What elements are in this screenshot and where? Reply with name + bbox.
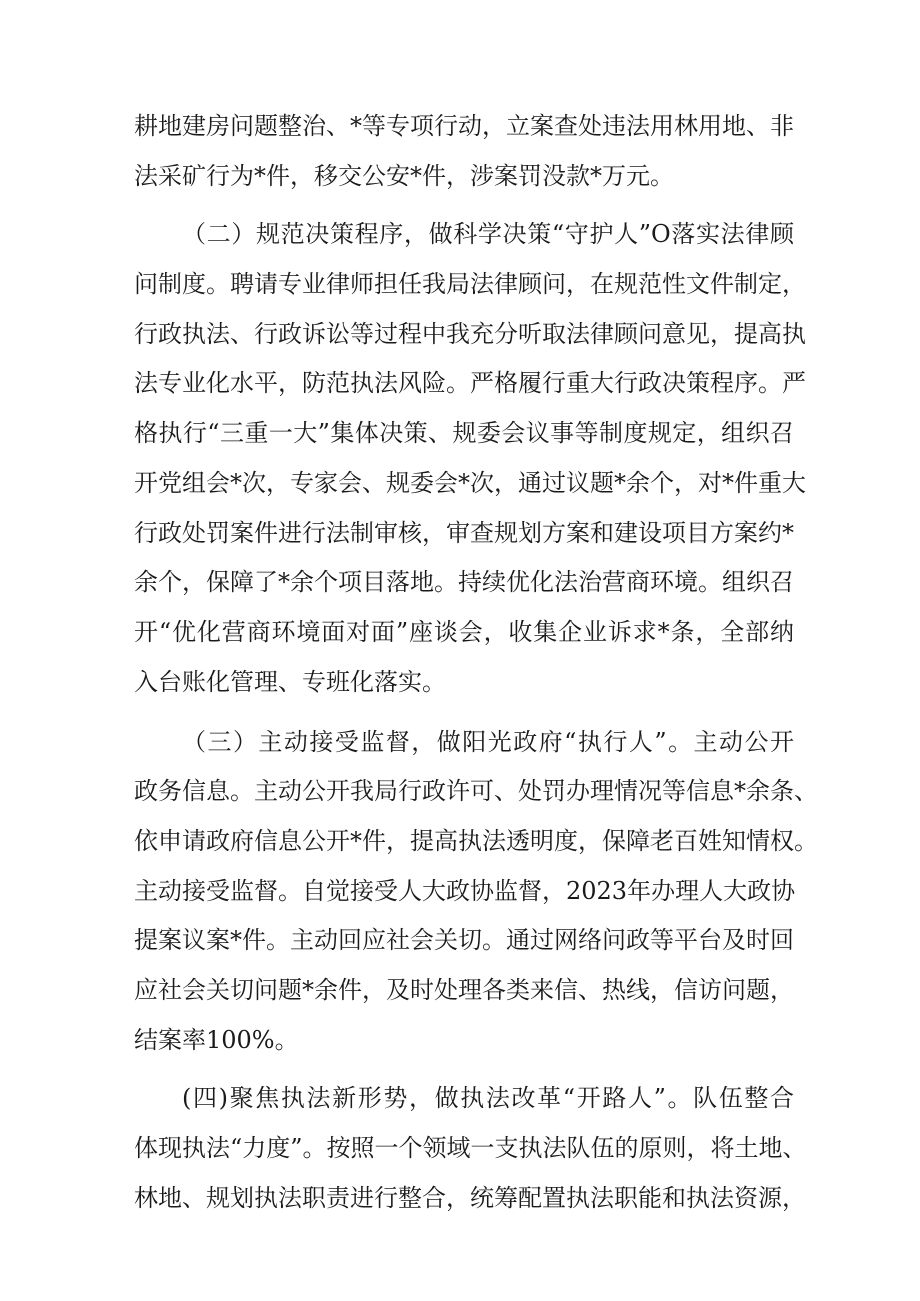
paragraph-2-line-2: 问制度。聘请专业律师担任我局法律顾问，在规范性文件制定， (134, 270, 806, 298)
paragraph-1-line-2: 法采矿行为*件，移交公安*件，涉案罚没款*万元。 (134, 162, 674, 190)
paragraph-2-line-9: 开“优化营商环境面对面”座谈会，收集企业诉求*条，全部纳 (134, 618, 794, 646)
paragraph-2-line-8: 余个，保障了*余个项目落地。持续优化法治营商环境。组织召 (134, 568, 794, 596)
paragraph-2-line-3: 行政执法、行政诉讼等过程中我充分听取法律顾问意见，提高执 (134, 320, 806, 348)
paragraph-3-line-2: 政务信息。主动公开我局行政许可、处罚办理情况等信息*余条、 (134, 777, 818, 805)
paragraph-3-line-4: 主动接受监督。自觉接受人大政协监督，2023年办理人大政协 (134, 877, 796, 905)
paragraph-4-line-2: 体现执法“力度”。按照一个领域一支执法队伍的原则，将土地、 (134, 1134, 807, 1162)
paragraph-2-line-1: （二）规范决策程序，做科学决策“守护人”O落实法律顾 (182, 220, 794, 248)
paragraph-3-line-3: 依申请政府信息公开*件，提高执法透明度，保障老百姓知情权。 (134, 827, 818, 855)
paragraph-3-line-6: 应社会关切问题*余件，及时处理各类来信、热线，信访问题， (134, 976, 794, 1004)
paragraph-4-line-1: (四)聚焦执法新形势，做执法改革“开路人”。队伍整合 (182, 1084, 794, 1112)
paragraph-1-line-1: 耕地建房问题整治、*等专项行动，立案查处违法用林用地、非 (134, 112, 794, 140)
paragraph-2-line-7: 行政处罚案件进行法制审核，审查规划方案和建设项目方案约* (134, 519, 794, 547)
paragraph-2-line-4: 法专业化水平，防范执法风险。严格履行重大行政决策程序。严 (134, 369, 806, 397)
paragraph-2-line-5: 格执行“三重一大”集体决策、规委会议事等制度规定，组织召 (134, 419, 794, 447)
paragraph-3-line-5: 提案议案*件。主动回应社会关切。通过网络问政等平台及时回 (134, 926, 794, 954)
paragraph-2-line-6: 开党组会*次，专家会、规委会*次，通过议题*余个，对*件重大 (134, 469, 806, 497)
paragraph-3-line-7: 结案率100%。 (134, 1026, 299, 1054)
paragraph-4-line-3: 林地、规划执法职责进行整合，统筹配置执法职能和执法资源， (134, 1184, 806, 1212)
paragraph-2-line-10: 入台账化管理、专班化落实。 (134, 668, 446, 696)
paragraph-3-line-1: （三）主动接受监督，做阳光政府“执行人”。主动公开 (182, 728, 794, 756)
